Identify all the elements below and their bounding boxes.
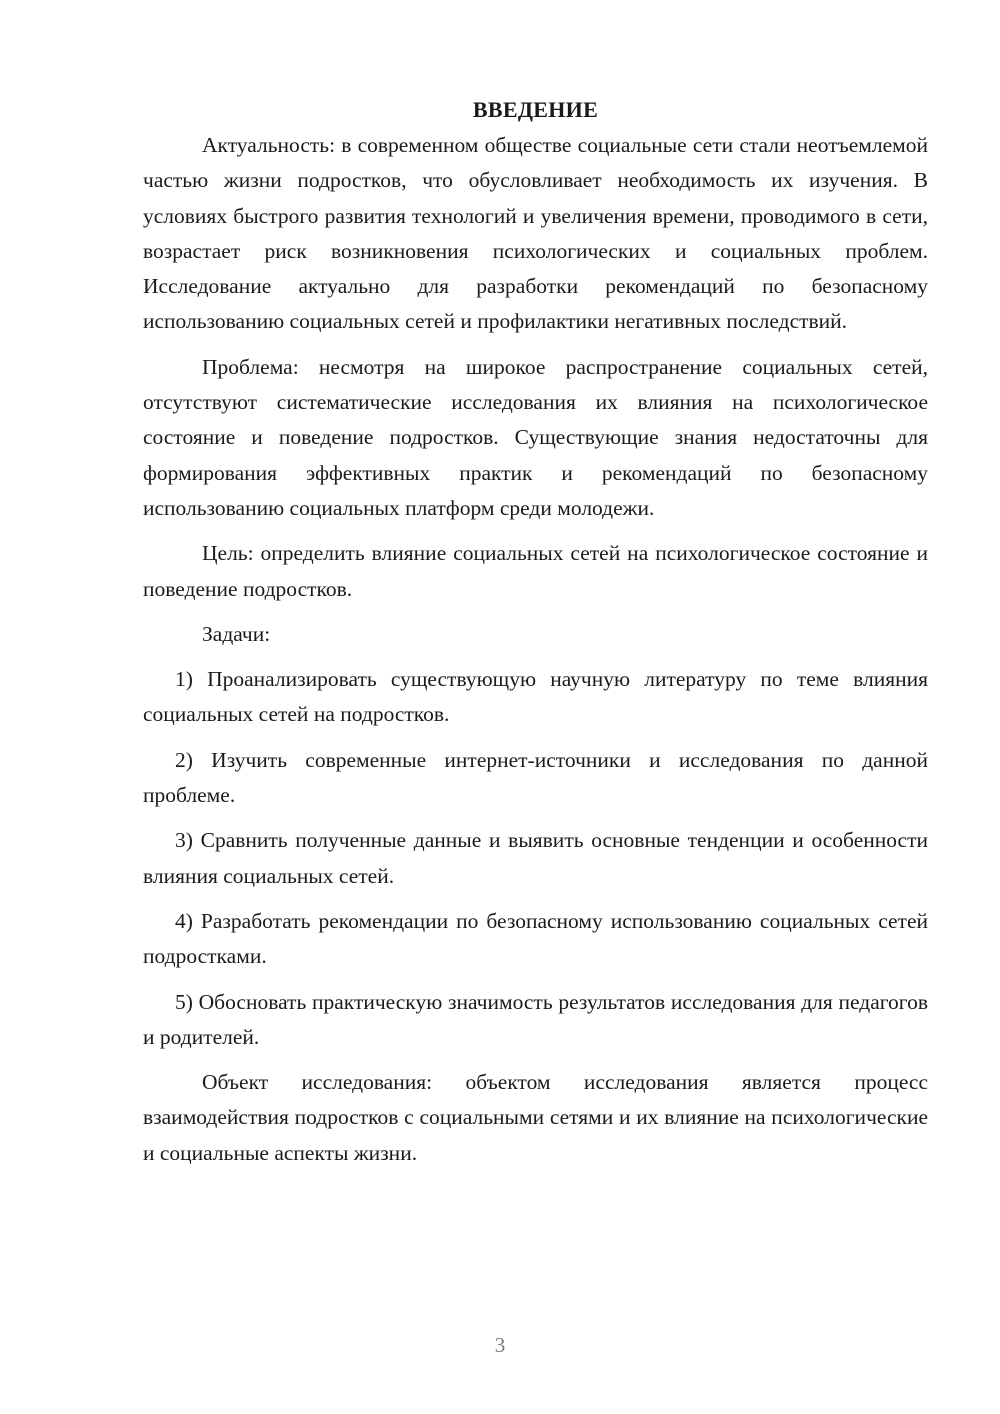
task-item: 2) Изучить современные интернет-источники и исследования по данной проблеме. <box>143 747 928 808</box>
goal-paragraph: Цель: определить влияние социальных сетей на психологическое состояние и поведение подростков. <box>143 541 928 601</box>
task-item: 1) Проанализировать существующую научную литературу по теме влияния социальных сетей на подростков. <box>143 667 928 727</box>
problem-paragraph: Проблема: несмотря на широкое распространение социальных сетей, отсутствуют систематические исследования их влияния на психологическое состояние и поведение подростков. Существующие знания недостаточны для формирования эффективных практик и рекомендаций по безопасному использованию социальных платформ среди молодежи. <box>143 354 928 520</box>
tasks-label: Задачи: <box>202 621 271 646</box>
relevance-paragraph: Актуальность: в современном обществе социальные сети стали неотъемлемой частью жизни подростков, что обусловливает необходимость их изучения. В условиях быстрого развития технологий и увеличения времени, проводимого в сети, возрастает риск возникновения психологических и социальных проблем. Исследование актуально для разработки рекомендаций по безопасному использованию социальных сетей и профилактики негативных последствий. <box>143 133 928 334</box>
tasks-list <box>143 662 928 1055</box>
page-number: 3 <box>494 1333 506 1357</box>
task-item: 3) Сравнить полученные данные и выявить основные тенденции и особенности влияния социальных сетей. <box>143 828 928 888</box>
task-item: 4) Разработать рекомендации по безопасному использованию социальных сетей подростками. <box>143 908 928 969</box>
object-paragraph: Объект исследования: объектом исследования является процесс взаимодействия подростков с социальными сетями и их влияние на психологические и социальные аспекты жизни. <box>143 1070 928 1165</box>
document-page <box>143 92 928 1171</box>
page-title: ВВЕДЕНИЕ <box>472 97 599 122</box>
task-item: 5) Обосновать практическую значимость результатов исследования для педагогов и родителей. <box>143 989 928 1049</box>
